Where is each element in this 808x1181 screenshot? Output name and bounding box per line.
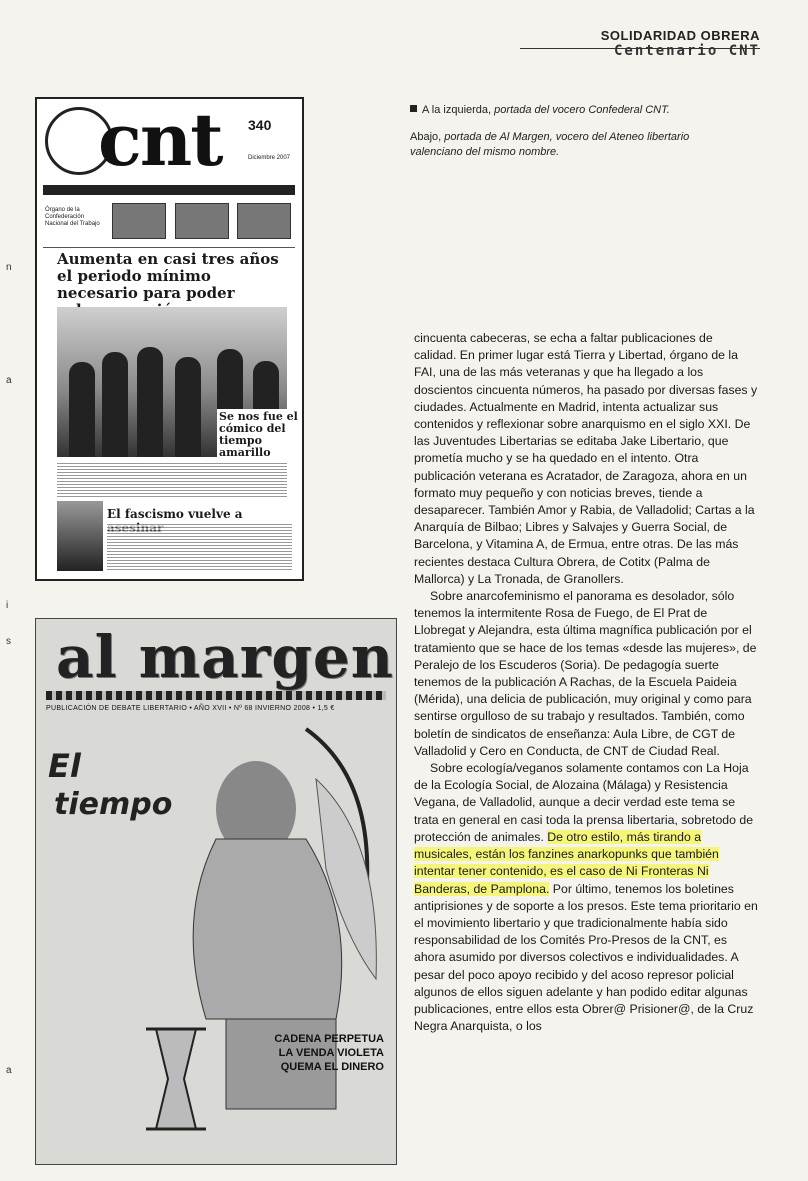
caption-text: vocero del Ateneo libertario valenciano del mismo nombre. <box>410 131 690 158</box>
caption-text: portada del vocero Confederal CNT. <box>494 104 670 116</box>
image-caption <box>410 103 740 172</box>
tagline: CADENA PERPETUA <box>274 1033 384 1045</box>
bullet-square-icon <box>410 105 417 112</box>
cnt-issue-number: 340 <box>248 117 272 133</box>
cnt-strip <box>43 185 295 195</box>
tagline: LA VENDA VIOLETA <box>278 1047 384 1059</box>
margin-mark: s <box>6 636 11 647</box>
margin-mark: a <box>6 375 12 386</box>
margin-mark: a <box>6 1065 12 1076</box>
almargen-feature-1: El <box>48 747 81 785</box>
cnt-thumbnail <box>237 203 291 239</box>
paragraph: Sobre anarcofeminismo el panorama es desolador, sólo tenemos la intermitente Rosa de Fuego, de El Prat de Llobregat y Alejandra, esta última magnífica publicación por el tratamiento que se hace de los temas «desde las mujeres», de Peralejo de los Escuderos (Soria). De pedagogía suerte tenemos de la publicación A Rachas, de la Escuela Paideia (Mérida), una delicia de publicación, muy original y como para sentirse orgulloso de su trabajo y resultados. También, como boletín de sindicatos de enseñanza: Aula Libre, de CGT de Valladolid y Cero en Conducta, de CNT de Ciudad Real. <box>414 589 757 758</box>
cnt-organ-text: Órgano de la Confederación Nacional del Trabajo <box>45 207 100 227</box>
cnt-thumbnail <box>112 203 166 239</box>
paragraph-text: Sobre ecología/veganos solamente contamos con La Hoja de la Ecología Social, de Alozaina (Málaga) y Resistencia Vegana, de Valladolid, aunque a decir verdad este tema se trata en general en casi toda la prensa libertaria, sobretodo de protección de animales. <box>414 761 754 844</box>
almargen-bar <box>46 691 386 700</box>
chronos-illustration <box>136 719 386 1149</box>
almargen-cover-image <box>35 618 397 1165</box>
cnt-logo: cnt <box>98 97 222 182</box>
cnt-cover-image <box>35 97 304 581</box>
cnt-side-headline: Se nos fue el cómico del tiempo amarillo <box>217 409 301 461</box>
publication-name: SOLIDARIDAD OBRERA <box>600 28 760 43</box>
header-rule <box>520 48 760 49</box>
cnt-face-photo <box>57 501 103 571</box>
almargen-feature-2: tiempo <box>54 787 173 822</box>
caption-text: portada de Al Margen, <box>444 131 553 143</box>
almargen-taglines <box>274 1032 384 1074</box>
highlighted-text: De otro estilo, más tirando a musicales, están los fanzines anarkopunks que también intentar tener contenido, es el caso de Ni Fronteras Ni Banderas, de Pamplona. <box>414 829 719 896</box>
tagline: QUEMA EL DINERO <box>280 1061 384 1073</box>
caption-text: Abajo, <box>410 131 442 143</box>
paragraph: cincuenta cabeceras, se echa a faltar publicaciones de calidad. En primer lugar está Tierra y Libertad, órgano de la FAI, una de las más veteranas y que ha llegado a los doscientos cincuenta números, ha pasado por diversas fases y ciudades. Actualmente en Madrid, intenta actualizar sus contenidos y reflexionar sobre anarquismo en el siglo XXI. De las Juventudes Libertarias se editaba Jake Libertario, que prometía mucho y se ha quedado en el intento. Otra publicación veterana es Acratador, de Zaragoza, ahora en un formato muy pequeño y con noticias breves, tiende a desaparecer. También Amor y Rabia, de Valladolid; Cartas a la Anarquía de Bilbao; Libres y Salvajes y Guerra Social, de Barcelona, y Vitamina A, de Ermua, entre otras. De las más recientes destaca Cultura Obrera, de Cotitx (Palma de Mallorca) y La Tronada, de Granollers. <box>414 331 758 586</box>
paragraph-text: Por último, tenemos los boletines antiprisiones y de soporte a los presos. Este tema prioritario en el movimiento libertario y que tradicionalmente había sido responsabilidad de los Comités Pro-Presos de la CNT, es ahora asumido por diversos colectivos e individualidades. A pesar del poco apoyo recibido y del acoso represor policial algunos de ellos siguen adelante y han podido editar algunas publicaciones, entre ellos esta Obrer@ Prisioner@, de la Cruz Negra Anarquista, o los <box>414 881 758 1034</box>
cnt-thumbnail <box>175 203 229 239</box>
margin-mark: n <box>6 262 12 273</box>
almargen-subtitle: PUBLICACIÓN DE DEBATE LIBERTARIO • AÑO XVII • Nº 68 INVIERNO 2008 • 1,5 € <box>46 705 335 712</box>
article-body <box>414 330 758 1035</box>
cnt-headline: Aumenta en casi tres años el periodo mínimo necesario para poder <box>57 250 279 302</box>
page-header <box>601 28 760 59</box>
cnt-text-columns <box>57 461 287 497</box>
margin-mark: i <box>6 600 9 611</box>
section-name: Centenario CNT <box>613 43 760 59</box>
almargen-title: al margen <box>56 623 394 691</box>
caption-text: A la izquierda, <box>422 104 492 116</box>
cnt-date: Diciembre 2007 <box>248 155 291 161</box>
paragraph <box>414 760 758 1035</box>
cnt-masthead <box>43 97 295 185</box>
cnt-text-columns <box>107 524 292 570</box>
cnt-bottom-headline: El fascismo vuelve a <box>107 507 243 521</box>
